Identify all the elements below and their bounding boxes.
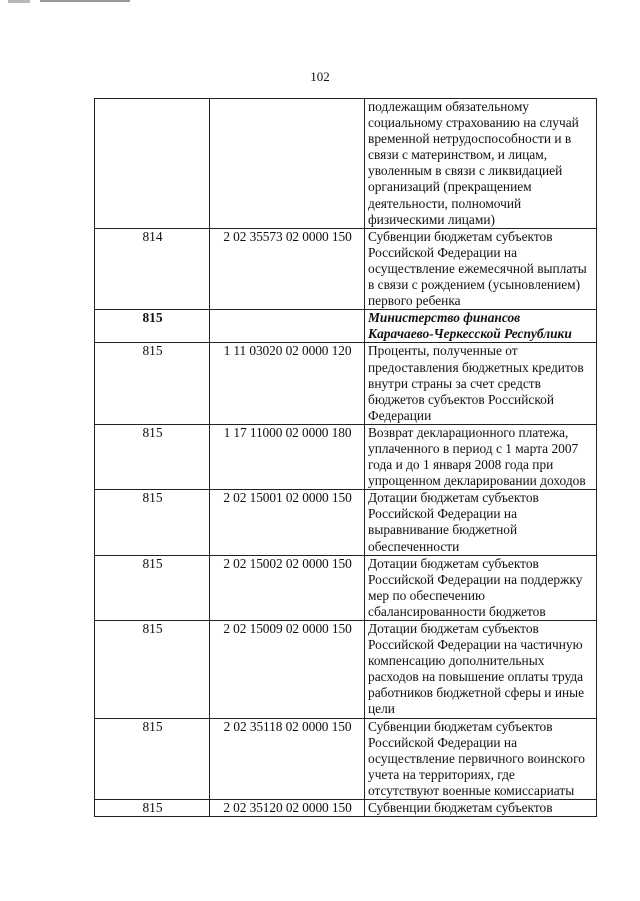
table-row <box>95 228 597 309</box>
revenue-name-cell <box>365 555 597 620</box>
revenue-name-cell <box>365 99 597 229</box>
revenue-name-cell <box>365 718 597 799</box>
name-text-line: первого ребенка <box>368 293 461 309</box>
table-row <box>95 424 597 489</box>
name-text-line: Российской Федерации на <box>368 244 518 260</box>
revenue-code-cell: 2 02 15002 02 0000 150 <box>210 555 365 620</box>
table-row <box>95 718 597 799</box>
revenue-name-cell <box>365 228 597 309</box>
admin-code-cell: 815 <box>95 343 210 424</box>
name-text-line: социальному страхованию на случай <box>368 115 579 131</box>
table-row <box>95 621 597 719</box>
revenue-code-cell <box>210 310 365 343</box>
admin-code-cell: 815 <box>95 555 210 620</box>
name-text-line: организаций (прекращением <box>368 179 532 195</box>
name-text-line: обеспеченности <box>368 538 460 554</box>
revenue-code-cell <box>210 99 365 229</box>
name-text-line: осуществление ежемесячной выплаты <box>368 260 587 276</box>
name-text-line: осуществление первичного воинского <box>368 750 585 766</box>
name-text-line: Российской Федерации на поддержку <box>368 571 583 587</box>
name-text-line: работников бюджетной сферы и иные <box>368 685 585 701</box>
name-text-line: мер по обеспечению <box>368 587 486 603</box>
name-text-line: Дотации бюджетам субъектов <box>368 490 539 506</box>
name-text-line: деятельности, полномочий <box>368 195 522 211</box>
table-row <box>95 490 597 555</box>
name-text-line: предоставления бюджетных кредитов <box>368 359 584 375</box>
scan-artifact-top <box>40 0 130 2</box>
revenue-name-cell <box>365 490 597 555</box>
revenue-code-cell: 2 02 15009 02 0000 150 <box>210 621 365 719</box>
name-text-line: Субвенции бюджетам субъектов <box>368 228 553 244</box>
name-text-line: связи с материнством, и лицам, <box>368 147 548 163</box>
name-text-line: временной нетрудоспособности и в <box>368 131 572 147</box>
name-text-line: Субвенции бюджетам субъектов <box>368 718 553 734</box>
name-text-line: Федерации <box>368 407 432 423</box>
name-text-line: в связи с рождением (усыновлением) <box>368 277 581 293</box>
name-text-line: цели <box>368 701 395 717</box>
table-row <box>95 555 597 620</box>
revenue-name-cell <box>365 343 597 424</box>
admin-code-cell: 815 <box>95 718 210 799</box>
name-text-line: сбалансированности бюджетов <box>368 603 546 619</box>
name-text-line: уволенным в связи с ликвидацией <box>368 163 563 179</box>
name-text-line: уплаченного в период с 1 марта 2007 <box>368 440 579 456</box>
name-text-line: года и до 1 января 2008 года при <box>368 457 554 473</box>
revenue-code-cell: 2 02 35573 02 0000 150 <box>210 228 365 309</box>
admin-code-cell: 815 <box>95 621 210 719</box>
table-row <box>95 99 597 229</box>
scan-artifact-left <box>8 0 30 3</box>
name-text-line: Субвенции бюджетам субъектов <box>368 800 553 816</box>
name-text-line: подлежащим обязательному <box>368 99 529 114</box>
name-text-line: Дотации бюджетам субъектов <box>368 555 539 571</box>
name-text-line: компенсацию дополнительных <box>368 653 545 669</box>
revenue-code-cell: 2 02 15001 02 0000 150 <box>210 490 365 555</box>
table-row <box>95 800 597 817</box>
revenue-name-cell <box>365 310 597 343</box>
name-text-line: бюджетов субъектов Российской <box>368 391 555 407</box>
table-row <box>95 343 597 424</box>
name-text-line: Министерство финансов <box>368 310 521 326</box>
revenue-code-cell: 2 02 35120 02 0000 150 <box>210 800 365 817</box>
name-text-line: внутри страны за счет средств <box>368 375 541 391</box>
table-body <box>95 99 597 817</box>
revenue-code-cell: 1 17 11000 02 0000 180 <box>210 424 365 489</box>
name-text-line: учета на территориях, где <box>368 766 515 782</box>
name-text-line: Российской Федерации на <box>368 734 518 750</box>
table-row <box>95 310 597 343</box>
admin-code-cell: 815 <box>95 310 210 343</box>
name-text-line: Российской Федерации на частичную <box>368 637 583 653</box>
admin-code-cell: 814 <box>95 228 210 309</box>
revenue-name-cell <box>365 621 597 719</box>
name-text-line: Возврат декларационного платежа, <box>368 424 569 440</box>
revenue-name-cell <box>365 800 597 817</box>
name-text-line: отсутствуют военные комиссариаты <box>368 782 575 798</box>
name-text-line: Дотации бюджетам субъектов <box>368 621 539 636</box>
admin-code-cell: 815 <box>95 800 210 817</box>
admin-code-cell: 815 <box>95 424 210 489</box>
name-text-line: расходов на повышение оплаты труда <box>368 669 584 685</box>
name-text-line: физическими лицами) <box>368 211 495 227</box>
revenue-codes-table <box>94 98 597 817</box>
name-text-line: выравнивание бюджетной <box>368 522 518 538</box>
admin-code-cell <box>95 99 210 229</box>
revenue-code-cell: 1 11 03020 02 0000 120 <box>210 343 365 424</box>
admin-code-cell: 815 <box>95 490 210 555</box>
page-number: 102 <box>310 69 330 84</box>
revenue-code-cell: 2 02 35118 02 0000 150 <box>210 718 365 799</box>
name-text-line: Российской Федерации на <box>368 506 518 522</box>
name-text-line: упрощенном декларировании доходов <box>368 473 586 489</box>
name-text-line: Карачаево-Черкесской Республики <box>368 326 572 342</box>
name-text-line: Проценты, полученные от <box>368 343 518 359</box>
revenue-name-cell <box>365 424 597 489</box>
